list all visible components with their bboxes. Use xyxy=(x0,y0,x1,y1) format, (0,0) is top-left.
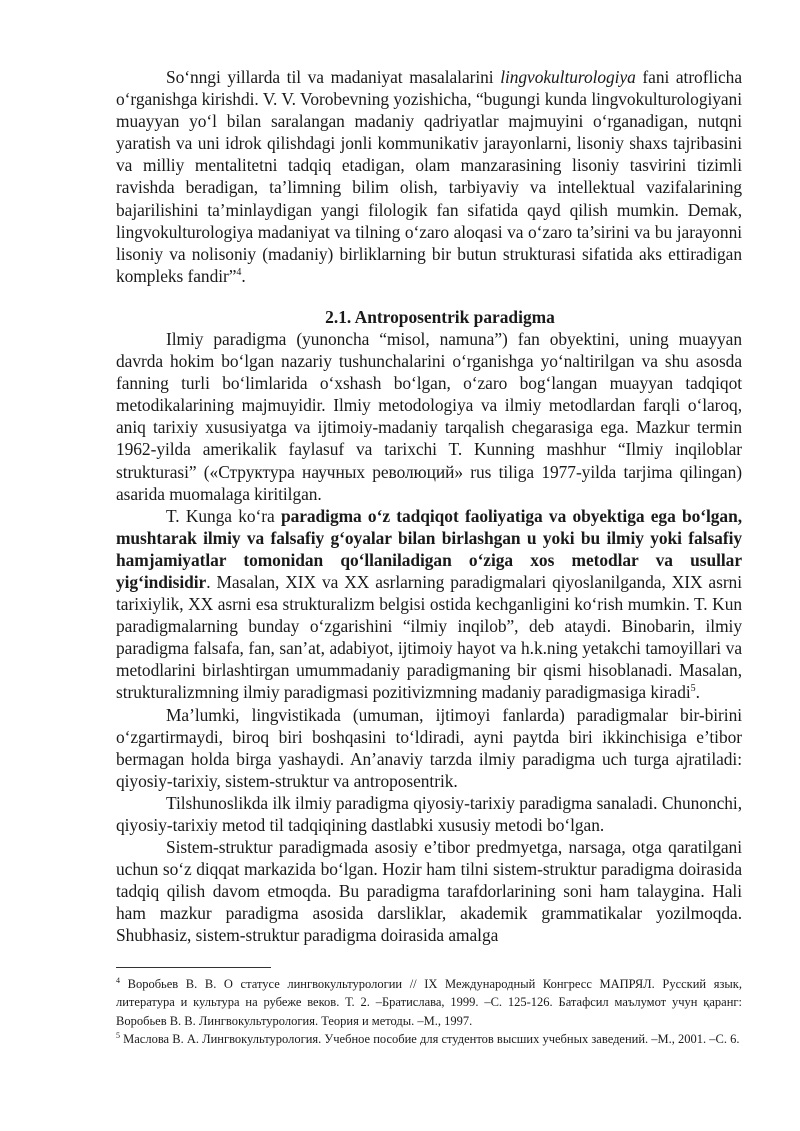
footnote-separator xyxy=(116,967,271,968)
paragraph-ilmiy-paradigma: Ilmiy paradigma (yunoncha “misol, namuna”) fan obyektini, uning muayyan davrda hokim bo‘lgan nazariy tushunchalarini o‘rganishga yo‘naltirilgan va shu asosda fanning turli bo‘limlarida o‘xshash bo‘lgan, o‘zaro bog‘langan muayyan tadqiqot metodikalarining majmuyidir. Ilmiy metodologiya va ilmiy metodlardan farqli o‘laroq, aniq tarixiy xususiyatga va ijtimoiy-madaniy tarqalish chegarasiga ega. Mazkur termin 1962-yilda amerikalik faylasuf va tarixchi T. Kunning mashhur “Ilmiy inqiloblar strukturasi” («Структура научных революций» rus tiliga 1977-yilda tarjima qilingan) asarida muomalaga kiritilgan. xyxy=(116,328,742,504)
footnote-number: 4 xyxy=(116,975,120,985)
paragraph-text: . Masalan, XIX va XX asrlarning paradigmalari qiyoslanilganda, XIX asrni tarixiylik, XX asrni esa strukturalizm belgisi ostida kechganligini ko‘rish mumkin. T. Kun paradigmalarning bunday o‘zgarishini “ilmiy inqilob”, deb ataydi. Binobarin, ilmiy paradigma falsafa, fan, san’at, adabiyot, ijtimoiy hayot va h.k.ning yetakchi tamoyillari va metodlarini birlashtirgan umummadaniy paradigmaning bir qismi hisoblanadi. Masalan, strukturalizmning ilmiy paradigmasi pozitivizmning madaniy paradigmasiga kiradi xyxy=(116,571,742,703)
paragraph-t-kun xyxy=(116,505,742,704)
bold-definition: paradigma o‘z tadqiqot faoliyatiga va obyektiga ega bo‘lgan, mushtarak ilmiy va falsafiy g‘oyalar bilan birlashgan u yoki bu ilmiy yoki falsafiy hamjamiyatlar tomonidan qo‘llaniladigan o‘ziga xos metodlar va usullar yig‘indisidir xyxy=(116,505,742,592)
footnote-ref-5[interactable]: 5 xyxy=(690,683,696,695)
paragraph-text: So‘nngi yillarda til va madaniyat masalalarini xyxy=(166,67,501,87)
footnote-text: Маслова В. А. Лингвокультурология. Учебное пособие для студентов высших учебных заведений. –М., 2001. –С. 6. xyxy=(120,1032,740,1047)
footnote-number: 5 xyxy=(116,1031,120,1041)
paragraph-tilshunoslikda: Tilshunoslikda ilk ilmiy paradigma qiyosiy-tarixiy paradigma sanaladi. Chunonchi, qiyosiy-tarixiy metod til tadqiqining dastlabki xususiy metodi bo‘lgan. xyxy=(116,792,742,835)
section-heading: 2.1. Antroposentrik paradigma xyxy=(325,306,555,327)
footnote-ref-4[interactable]: 4 xyxy=(236,267,242,279)
paragraph-text: . xyxy=(695,682,700,703)
paragraph-lingvokulturologiya xyxy=(116,66,742,287)
footnote-5 xyxy=(116,1030,742,1048)
footnotes xyxy=(116,975,742,1049)
footnote-text: Воробьев В. В. О статусе лингвокультурологии // IX Международный Конгресс МАПРЯЛ. Русский язык, литература и культура на рубеже веков. Т. 2. –Братислава, 1999. –С. 125-126. Батафсил маълумот учун қаранг: Воробьев В. В. Лингвокультурология. Теория и методы. –М., 1997. xyxy=(116,977,742,1028)
paragraph-text: T. Kunga ko‘ra xyxy=(166,505,281,526)
paragraph-text: . xyxy=(241,265,246,286)
footnote-4 xyxy=(116,975,742,1030)
paragraph-text: fani atroflicha o‘rganishga kirishdi. V. V. Vorobevning yozishicha, “bugungi kunda lingvokulturologiyani muayyan yo‘l bilan saralangan madaniy qadriyatlar majmuyini o‘rganadigan, nutqni yaratish va uni idrok qilishdagi jonli kommunikativ jarayonlarni, lisoniy shaxs tajribasini va milliy mentalitetni tadqiq etadigan, olam manzarasining lisoniy tasvirini tizimli ravishda beradigan, ta’limning bilim olish, tarbiyaviy va intellektual vazifalarining bajarilishini ta’minlaydigan yangi filologik fan sifatida qayd qilish mumkin. Demak, lingvokulturologiya madaniyat va tilning o‘zaro aloqasi va o‘zaro ta’sirini va bu jarayonni lisoniy va nolisoniy (madaniy) birliklarning bir butun strukturasi sifatida aks ettiradigan kompleks fandir” xyxy=(116,67,742,286)
italic-term: lingvokulturologiya xyxy=(500,67,636,87)
paragraph-sistem-struktur: Sistem-struktur paradigmada asosiy e’tibor predmyetga, narsaga, otga qaratilgani uchun so‘z diqqat markazida bo‘lgan. Hozir ham tilni sistem-struktur paradigma doirasida tadqiq qilish davom etmoqda. Bu paradigma tarafdorlarining soni ham talaygina. Hali ham mazkur paradigma asosida darsliklar, akademik grammatikalar yozilmoqda. Shubhasiz, sistem-struktur paradigma doirasida amalga xyxy=(116,837,742,946)
paragraph-malumki: Ma’lumki, lingvistikada (umuman, ijtimoyi fanlarda) paradigmalar bir-birini o‘zgartirmaydi, biroq biri boshqasini to‘ldiradi, ayni paytda biri ikkinchisiga e’tibor bermagan holda birga yashaydi. An’anaviy tarzda ilmiy paradigma uch turga ajratiladi: qiyosiy-tarixiy, sistem-struktur va antroposentrik. xyxy=(116,704,742,791)
document-body xyxy=(116,66,742,947)
